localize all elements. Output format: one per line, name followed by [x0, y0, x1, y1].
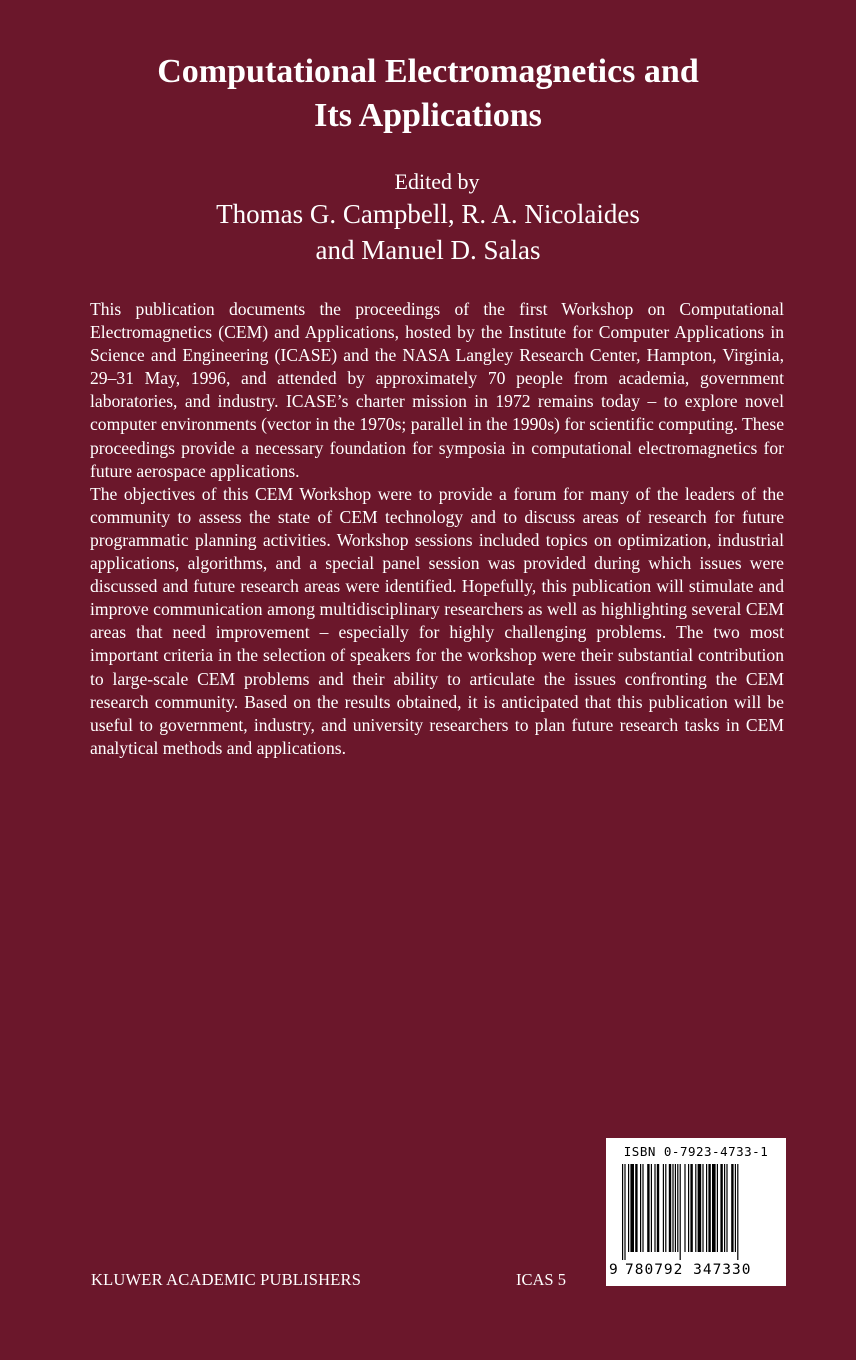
barcode-bar — [720, 1164, 722, 1252]
barcode-bar — [712, 1164, 716, 1252]
barcode-bar — [724, 1164, 725, 1252]
description-paragraph-1: This publication documents the proceedings of the first Workshop on Computational Electromagnetics (CEM) and Applications, hosted by the Institute for Computer Applications in Science and Engineering (ICASE) and the NASA Langley Research Center, Hampton, Virginia, 29–31 May, 1996, and attended by approximately 70 people from academia, government laboratories, and industry. ICASE’s charter mission in 1972 remains today – to explore novel computer environments (vector in the 1970s; parallel in the 1990s) for scientific computing. These proceedings provide a necessary foundation for symposia in computational electromagnetics for future aerospace applications. — [90, 299, 784, 481]
barcode-bar — [669, 1164, 671, 1252]
barcode-bar — [624, 1164, 625, 1260]
barcode-bar — [640, 1164, 641, 1252]
editors-line-2: and Manuel D. Salas — [315, 235, 541, 265]
book-title — [0, 50, 856, 138]
title-line-1: Computational Electromagnetics and — [157, 53, 699, 90]
barcode-bar — [726, 1164, 727, 1252]
barcode-bar — [628, 1164, 629, 1252]
isbn-barcode — [606, 1138, 786, 1286]
barcode-bar — [622, 1164, 623, 1260]
barcode-bar — [690, 1164, 692, 1252]
barcode-bar — [706, 1164, 707, 1252]
description — [90, 298, 784, 760]
editors-line-1: Thomas G. Campbell, R. A. Nicolaides — [216, 199, 640, 229]
isbn-label: ISBN 0-7923-4733-1 — [623, 1144, 769, 1159]
barcode-first-digit: 9 — [609, 1262, 619, 1278]
barcode-bar — [702, 1164, 703, 1252]
description-paragraph-2: The objectives of this CEM Workshop were to provide a forum for many of the leaders of the community to assess the state of CEM technology and to discuss areas of research for future programmatic planning activities. Workshop sessions included topics on optimization, industrial applications, algorithms, and a special panel session was provided during which issues were discussed and future research areas were identified. Hopefully, this publication will stimulate and improve communication among multidisciplinary researchers as well as highlighting several CEM areas that need improvement – especially for highly challenging problems. The two most important criteria in the selection of speakers for the workshop were their substantial contribution to large-scale CEM problems and their ability to articulate the issues confronting the CEM research community. Based on the results obtained, it is anticipated that this publication will be useful to government, industry, and university researchers to plan future research tasks in CEM analytical methods and applications. — [90, 483, 784, 758]
barcode-bar — [680, 1164, 681, 1260]
editors — [0, 196, 856, 268]
barcode-bar — [647, 1164, 649, 1252]
barcode-bar — [731, 1164, 733, 1252]
barcode-bar — [708, 1164, 710, 1252]
barcode-bar — [735, 1164, 736, 1252]
barcode-bar — [717, 1164, 718, 1252]
barcode-bar — [677, 1164, 678, 1252]
barcode-bar — [675, 1164, 676, 1252]
barcode-bar — [635, 1164, 637, 1252]
barcode-bar — [688, 1164, 689, 1252]
barcode-bar — [642, 1164, 643, 1252]
barcode-bar — [654, 1164, 655, 1252]
barcode-bar — [651, 1164, 652, 1252]
barcode-bar — [684, 1164, 685, 1252]
barcode-bar — [665, 1164, 666, 1252]
title-line-2: Its Applications — [314, 97, 542, 134]
edited-by-label: Edited by — [394, 169, 480, 194]
barcode-bar — [657, 1164, 659, 1252]
barcode-bar — [698, 1164, 702, 1252]
barcode-bar — [672, 1164, 673, 1252]
barcode-bar — [695, 1164, 696, 1252]
series-label: ICAS 5 — [516, 1270, 566, 1289]
barcode-digit-groups: 780792 347330 — [625, 1262, 752, 1278]
barcode-bar — [663, 1164, 664, 1252]
barcode-bar — [737, 1164, 738, 1260]
barcode-bar — [630, 1164, 634, 1252]
publisher-name: KLUWER ACADEMIC PUBLISHERS — [91, 1270, 362, 1289]
barcode-bars — [622, 1164, 782, 1260]
